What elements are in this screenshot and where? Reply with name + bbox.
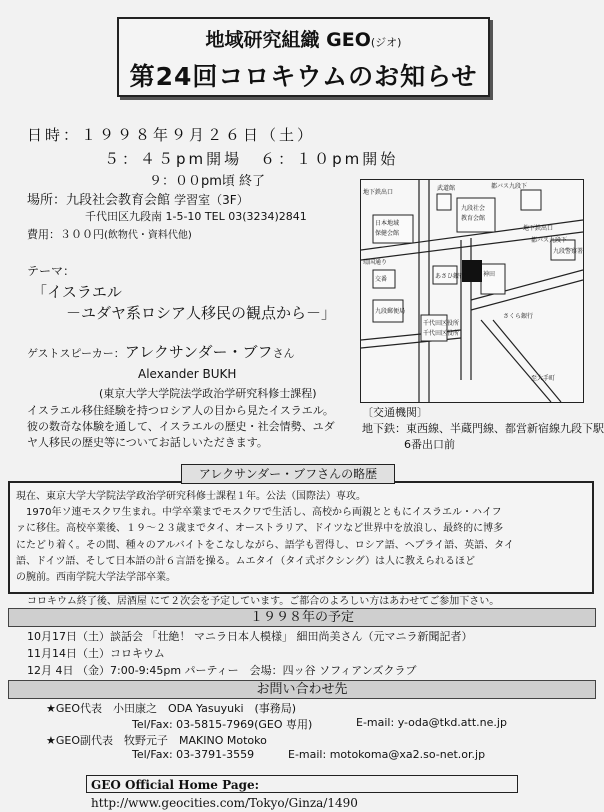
theme-line1: 「イスラエル xyxy=(32,283,122,301)
profile-line: 現在、東京大学大学院法学政治学研究科修士課程１年。公法（国際法）専攻。 xyxy=(16,491,366,502)
venue-map xyxy=(360,179,584,403)
profile-title: アレクサンダー・ブフさんの略歴 xyxy=(181,464,395,484)
venue-name: 九段社会教育会館 xyxy=(66,193,171,208)
org-reading: (ジオ) xyxy=(370,36,402,49)
map-label-subway-exit-2: 地下鉄出口 xyxy=(523,225,554,232)
speaker-label: ゲストスピーカー： xyxy=(27,347,125,360)
map-label-kanda: 神田 xyxy=(483,271,496,278)
fee-line xyxy=(27,226,192,242)
access-label: 〔交通機関〕 xyxy=(362,406,428,419)
map-label-police: 九段警察署 xyxy=(553,248,583,255)
speaker-affiliation: (東京大学大学院法学政治学研究科修士課程) xyxy=(99,387,317,400)
end-time: ９：００pm頃 終了 xyxy=(149,174,266,189)
map-label-budokan: 武道館 xyxy=(437,185,456,192)
map-label-kudan-post: 九段郵便局 xyxy=(375,308,406,315)
access-line-1: 地下鉄：東西線、半蔵門線、都営新宿線九段下駅 xyxy=(362,422,604,435)
plan-item: 12月 4日 （金）7:00-9:45pm パーティー 会場：四ッ谷 ソフィアンズクラブ xyxy=(27,664,417,677)
venue-address: 千代田区九段南 1-5-10 TEL 03(3234)2841 xyxy=(85,210,307,223)
profile-line: の腕前。西南学院大学法学部卒業。 xyxy=(16,572,176,584)
speaker-intro-1: イスラエル移住経験を持つロシア人の目から見たイスラエル。 xyxy=(27,404,334,417)
map-label-nihon-chiiki: 日本地域 xyxy=(375,220,400,227)
plan-item: 11月14日（土）コロキウム xyxy=(27,647,165,660)
org-name xyxy=(119,25,488,52)
map-label-kyoiku-kaikan: 教育会館 xyxy=(461,215,486,222)
after-party-note: コロキウム終了後、居酒屋 にて２次会を予定しています。ご都合のよろしい方はあわせてご参加下さい。 xyxy=(27,596,500,607)
venue-line xyxy=(27,189,249,208)
speaker-line xyxy=(27,341,295,362)
title-box xyxy=(117,17,490,97)
profile-line: 1970年ソ連モスクワ生まれ。中学卒業までモスクワで生活し、高校から両親とともにイスラエル・ハイフ xyxy=(16,507,502,519)
speaker-name: アレクサンダー・ブフ xyxy=(124,343,273,361)
rep1-role: ★GEO代表 xyxy=(46,702,102,715)
venue-label: 場所： xyxy=(27,193,67,208)
theme-label: テーマ： xyxy=(27,264,76,278)
homepage-url-link[interactable]: http://www.geocities.com/Tokyo/Ginza/1490 xyxy=(91,796,358,810)
rep2-tel: Tel/Fax: 03-3791-3559 xyxy=(132,748,255,761)
speaker-romaji: Alexander BUKH xyxy=(138,367,237,381)
profile-line: ァに移住。高校卒業後、１９～２３歳までタイ、オーストラリア、ドイツなど世界中を放浪し、最終的に博多 xyxy=(16,523,504,535)
rep1-mail: E-mail: y-oda@tkd.att.ne.jp xyxy=(356,716,507,729)
map-label-ward-office: 千代田区役所 xyxy=(423,320,460,327)
profile-box xyxy=(8,481,594,594)
date-value: １９９８年９月２６日（土） xyxy=(81,126,316,144)
profile-text xyxy=(16,489,514,586)
rep2-role: ★GEO副代表 xyxy=(46,734,113,747)
map-label-ward-office-2: 千代田区役所 xyxy=(423,330,460,337)
org-name-text: 地域研究組織 GEO xyxy=(205,29,371,51)
homepage-footer xyxy=(86,775,518,810)
plan-title: １９９８年の予定 xyxy=(8,608,596,627)
map-label-bus-right: 都バス九段下 xyxy=(531,237,568,244)
date-label: 日時： xyxy=(27,126,82,144)
fee-value: ３００円 xyxy=(60,228,104,241)
map-label-kojimachi: 交番 xyxy=(375,276,388,283)
map-label-bus-top: 都バス九段下 xyxy=(491,183,528,190)
rep2-name: 牧野元子 MAKINO Motoko xyxy=(124,734,267,747)
fee-label: 費用： xyxy=(27,228,60,241)
map-drawing xyxy=(361,180,583,402)
profile-line: 語、ドイツ語、そして日本語の計６言語を操る。ムエタイ（タイ式ボクシング）は人に教えられるほど xyxy=(16,555,475,567)
map-label-subway-exit: 地下鉄出口 xyxy=(363,189,394,196)
rep2-line xyxy=(46,732,267,748)
profile-line: にたどり着く。その間、種々のアルバイトをこなしながら、語学も習得し、ロシア語、ヘブライ語、英語、タイ xyxy=(16,539,514,551)
meeting-title: 第24回コロキウムのお知らせ xyxy=(129,62,478,91)
map-label-kudan-shakai: 九段社会 xyxy=(461,205,486,212)
venue-room: 学習室（3F） xyxy=(174,193,249,207)
rep1-tel: Tel/Fax: 03-5815-7969(GEO 専用) xyxy=(132,718,313,731)
fee-note: (飲物代・資料代他) xyxy=(104,230,192,241)
rep1-line xyxy=(46,700,296,716)
homepage-label: GEO Official Home Page: xyxy=(91,778,260,792)
map-label-direction: 至大手町 xyxy=(531,375,556,382)
map-label-sakura: さくら銀行 xyxy=(503,313,534,320)
speaker-honorific: さん xyxy=(272,347,295,360)
open-start-time: ５：４５pm開場 ６：１０pm開始 xyxy=(104,150,399,168)
contact-title: お問い合わせ先 xyxy=(8,680,596,699)
speaker-intro-3: ヤ人移民の歴史等についてお話しいただきます。 xyxy=(27,436,268,449)
date-line xyxy=(27,124,315,145)
plan-item: 10月17日（土）談話会 「壮絶！ マニラ日本人模様」 細田尚美さん（元マニラ新聞記者） xyxy=(27,630,473,643)
map-label-yasukuni: 靖国通り xyxy=(363,259,388,266)
speaker-intro-2: 彼の数奇な体験を通して、イスラエルの歴史・社会情勢、ユダ xyxy=(27,420,335,433)
map-label-bank: あさひ銀行 xyxy=(435,273,466,280)
access-line-2: 6番出口前 xyxy=(404,438,455,451)
rep1-name: 小田康之 ODA Yasuyuki (事務局) xyxy=(113,702,297,715)
rep2-mail: E-mail: motokoma@xa2.so-net.or.jp xyxy=(288,748,486,761)
map-label-hokyo-kaikan: 保健会館 xyxy=(375,230,400,237)
theme-line2: －ユダヤ系ロシア人移民の観点から－」 xyxy=(66,304,337,322)
